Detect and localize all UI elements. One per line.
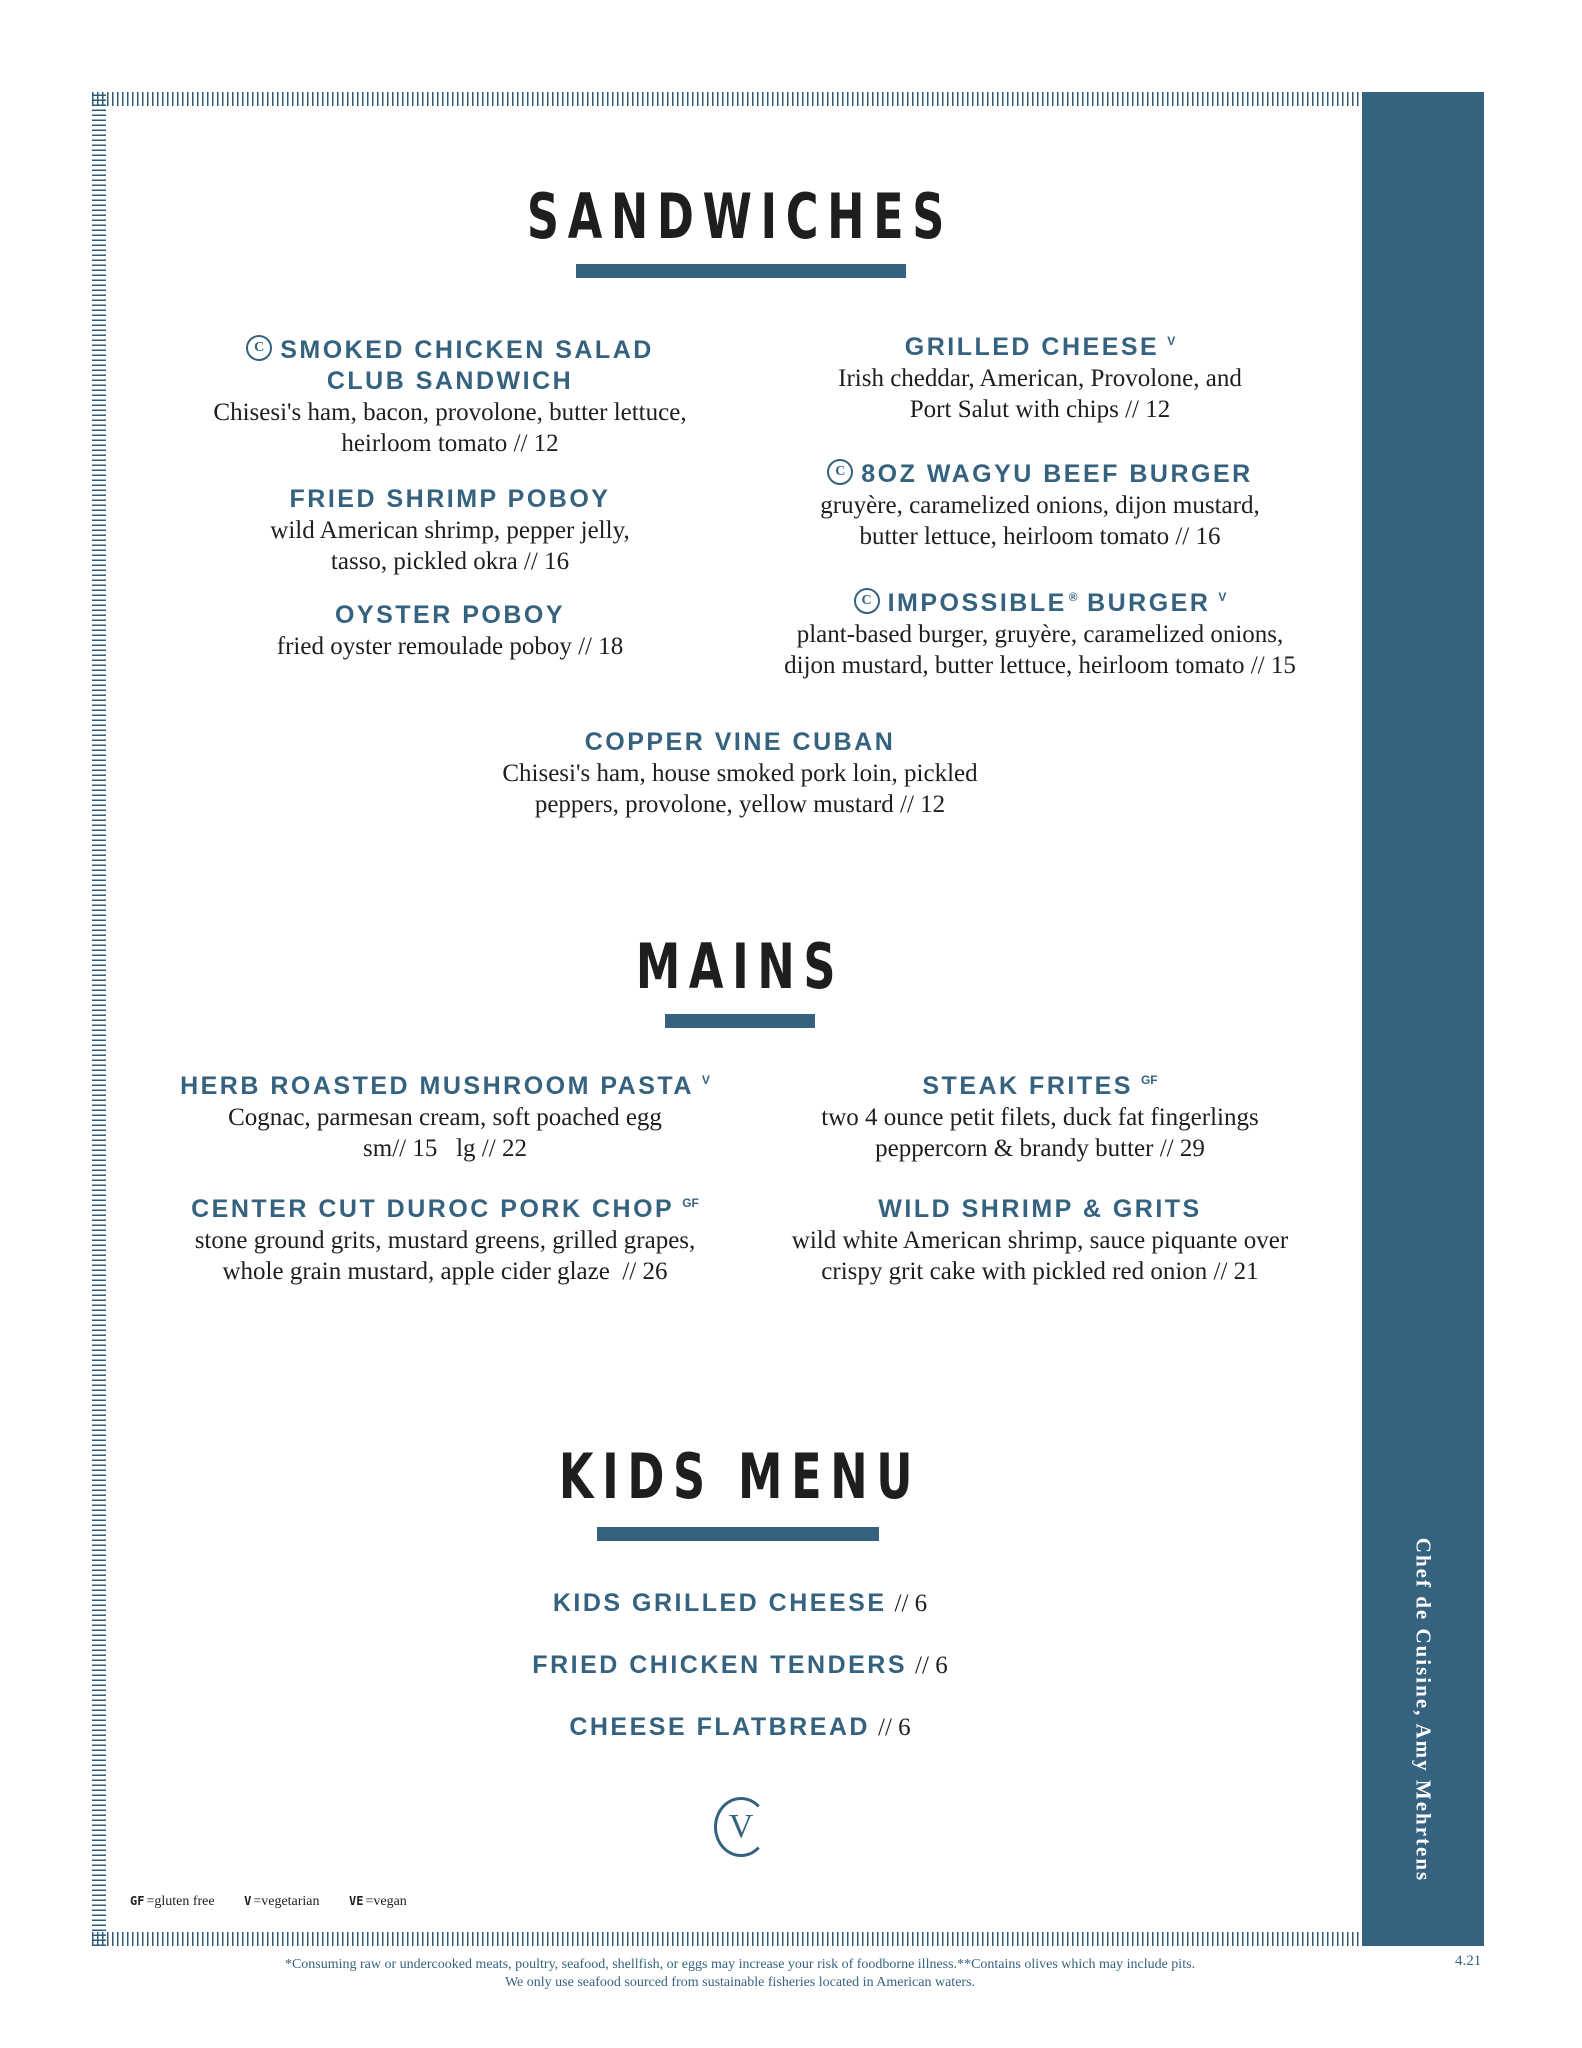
menu-item-pork-chop [150,1194,740,1287]
item-name: FRIED SHRIMP POBOY [289,485,611,513]
item-name: OYSTER POBOY [334,601,566,629]
copper-vine-logo-icon: C [246,335,272,361]
menu-item-steak-frites [750,1071,1330,1164]
vegetarian-badge: V [1167,334,1176,348]
item-description: butter lettuce, heirloom tomato // 16 [859,523,1221,550]
legend-code: VE [349,1894,364,1908]
footnote-line: We only use seafood sourced from sustainable fisheries located in American waters. [504,1975,976,1990]
item-name: FRIED CHICKEN TENDERS [532,1651,908,1679]
legend-label: =gluten free [146,1894,215,1909]
item-price: // 6 [915,1652,948,1679]
item-description: Port Salut with chips // 12 [909,396,1171,423]
kids-item [0,1650,1480,1681]
item-description: Cognac, parmesan cream, soft poached egg [228,1104,662,1131]
footnote-line: *Consuming raw or undercooked meats, poultry, seafood, shellfish, or eggs may increase your risk of foodborne illness.**Contains olives which may include pits. [284,1957,1196,1972]
title-underline [597,1527,879,1541]
menu-item-mushroom-pasta [150,1071,740,1164]
item-description: Irish cheddar, American, Provolone, and [838,365,1242,392]
item-name: SMOKED CHICKEN SALAD [280,336,654,364]
kids-item [0,1588,1480,1619]
kids-item [0,1712,1480,1743]
menu-item-smoked-chicken [160,335,740,459]
copper-vine-logo-icon: C [854,588,880,614]
menu-item-fried-shrimp [160,484,740,577]
menu-item-shrimp-grits [750,1194,1330,1287]
legend-label: =vegan [365,1894,407,1909]
copper-vine-logo-icon: C [827,459,853,485]
item-description: sm// 15 lg // 22 [363,1135,527,1162]
item-description: wild American shrimp, pepper jelly, [270,517,630,544]
section-title-sandwiches: SANDWICHES [526,180,954,253]
item-description: fried oyster remoulade poboy // 18 [276,633,624,660]
copper-vine-logo-icon: V [714,1797,768,1857]
item-price: // 6 [894,1590,928,1617]
item-name: CHEESE FLATBREAD [569,1713,870,1741]
legend-label: =vegetarian [253,1894,320,1909]
footnote [0,1956,1480,1992]
section-title-kids-menu: KIDS MENU [558,1440,922,1513]
vegetarian-badge: V [1218,590,1227,604]
dietary-legend [130,1894,433,1910]
legend-entry [130,1894,215,1909]
item-description: Chisesi's ham, house smoked pork loin, pickled [502,760,978,787]
wave-border-top [92,92,1362,106]
menu-item-oyster-poboy [160,600,740,662]
item-description: Chisesi's ham, bacon, provolone, butter lettuce, [213,399,687,426]
item-description: crispy grit cake with pickled red onion // 21 [821,1258,1259,1285]
legend-entry [244,1894,319,1909]
chef-credit: Chef de Cuisine, Amy Mehrtens [1411,1537,1436,1883]
item-description: whole grain mustard, apple cider glaze // 26 [222,1258,668,1285]
item-description: peppercorn & brandy butter // 29 [875,1135,1205,1162]
item-name: WILD SHRIMP & GRITS [878,1195,1202,1223]
item-name: CLUB SANDWICH [326,367,574,395]
legend-entry [349,1894,407,1909]
registered-mark: ® [1068,590,1078,604]
title-underline [576,264,906,278]
item-description: wild white American shrimp, sauce piquante over [791,1227,1289,1254]
item-name: IMPOSSIBLE [887,589,1067,617]
section-title-mains: MAINS [635,930,845,1003]
item-price: // 6 [878,1714,911,1741]
menu-item-copper-vine-cuban [440,727,1040,820]
item-description: tasso, pickled okra // 16 [330,548,570,575]
item-name: 8OZ WAGYU BEEF BURGER [861,460,1253,488]
wave-border-bottom [92,1932,1362,1946]
item-name: GRILLED CHEESE [904,333,1160,361]
item-name: BURGER [1087,589,1211,617]
menu-item-impossible-burger [750,588,1330,681]
item-description: two 4 ounce petit filets, duck fat fingerlings [821,1104,1259,1131]
item-name: CENTER CUT DUROC PORK CHOP [191,1195,675,1223]
item-name: KIDS GRILLED CHEESE [552,1589,887,1617]
gluten-free-badge: GF [682,1196,699,1210]
legend-code: V [244,1894,252,1908]
item-name: COPPER VINE CUBAN [584,728,896,756]
item-description: gruyère, caramelized onions, dijon mustard, [820,492,1260,519]
version-number: 4.21 [1455,1953,1482,1969]
item-description: heirloom tomato // 12 [341,430,559,457]
item-description: peppers, provolone, yellow mustard // 12 [534,791,946,818]
menu-item-wagyu-burger [750,459,1330,552]
item-name: STEAK FRITES [922,1072,1133,1100]
item-description: stone ground grits, mustard greens, grilled grapes, [194,1227,696,1254]
legend-code: GF [130,1894,145,1908]
vegetarian-badge: V [701,1073,710,1087]
item-name: HERB ROASTED MUSHROOM PASTA [180,1072,694,1100]
item-description: dijon mustard, butter lettuce, heirloom tomato // 15 [784,652,1296,679]
gluten-free-badge: GF [1140,1073,1158,1087]
item-description: plant-based burger, gruyère, caramelized onions, [796,621,1284,648]
title-underline [665,1014,815,1028]
menu-item-grilled-cheese [750,332,1330,425]
